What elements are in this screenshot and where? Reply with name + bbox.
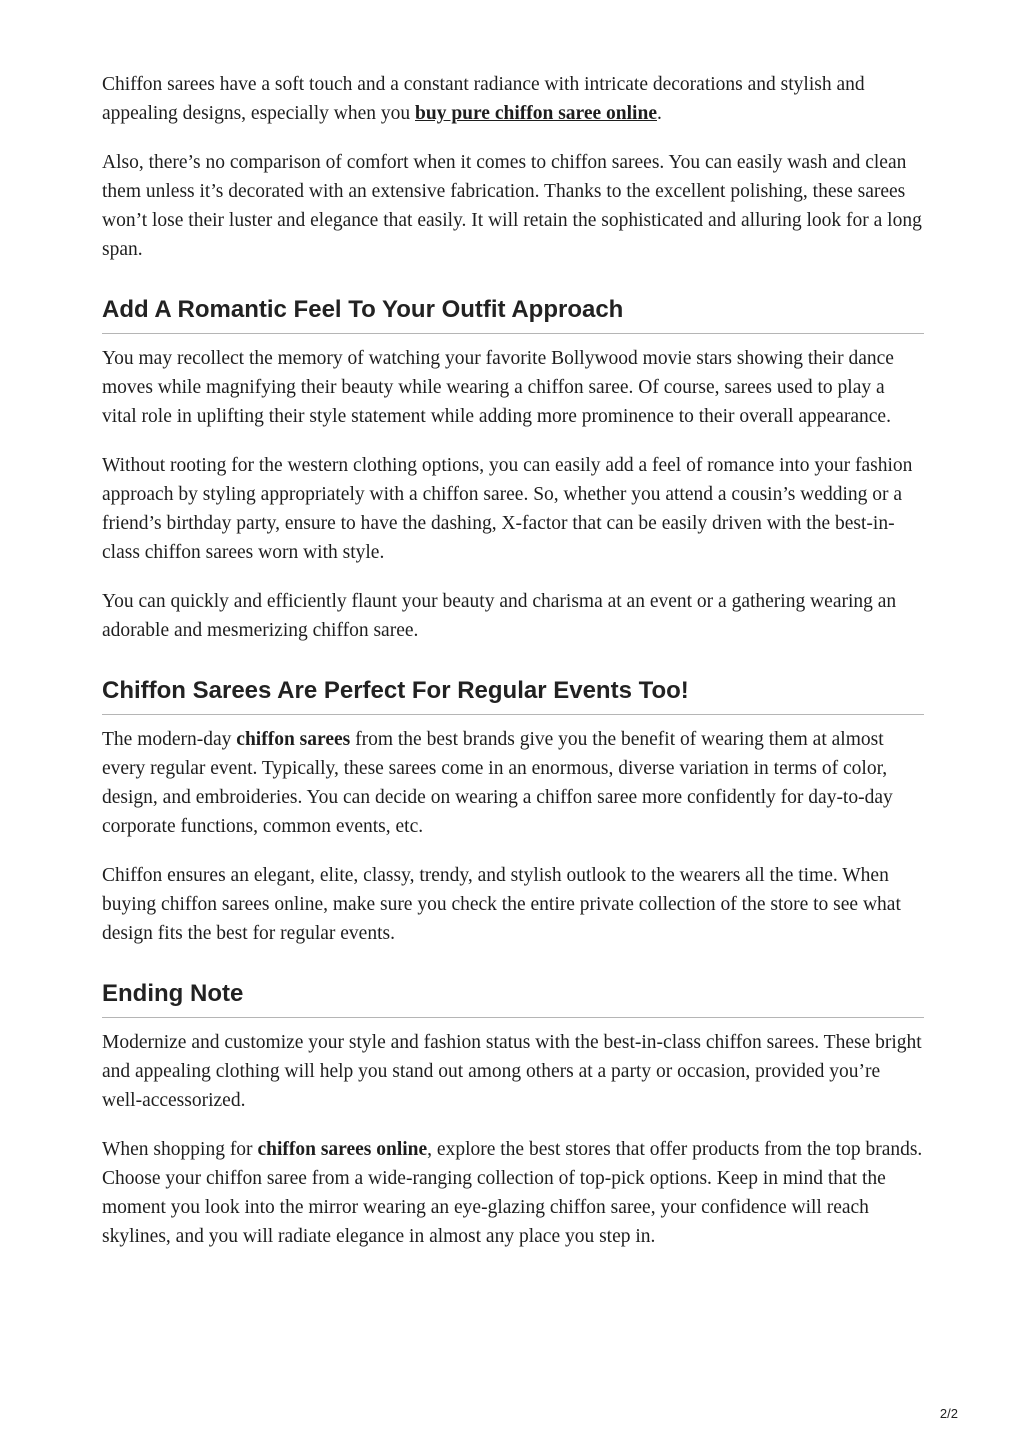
page-number: 2/2 <box>939 1406 958 1421</box>
regular-text-start: The modern-day <box>102 729 237 750</box>
regular-paragraph-2: Chiffon ensures an elegant, elite, classy, trendy, and stylish outlook to the wearers all the time. When buying chiffon sarees online, make sure you check the entire private collection of the store to see what design fits the best for regular events. <box>102 865 901 944</box>
heading-romantic-feel: Add A Romantic Feel To Your Outfit Approach <box>102 295 924 334</box>
romantic-paragraph-1: You may recollect the memory of watching your favorite Bollywood movie stars showing their dance moves while magnifying their beauty while wearing a chiffon saree. Of course, sarees used to play a vital role in uplifting their style statement while adding more prominence to their overall appearance. <box>102 348 894 427</box>
romantic-paragraph-3: You can quickly and efficiently flaunt your beauty and charisma at an event or a gathering wearing an adorable and mesmerizing chiffon saree. <box>102 591 897 641</box>
chiffon-sarees-bold: chiffon sarees <box>236 729 351 750</box>
regular-paragraph-1 <box>102 725 924 841</box>
intro-text: Chiffon sarees have a soft touch and a constant radiance with intricate decorations and stylish and appealing designs, especially when you <box>102 74 865 124</box>
ending-text-start: When shopping for <box>102 1139 258 1160</box>
intro-paragraph-2: Also, there’s no comparison of comfort when it comes to chiffon sarees. You can easily wash and clean them unless it’s decorated with an extensive fabrication. Thanks to the excellent polishing, these sarees won’t lose their luster and elegance that easily. It will retain the sophisticated and alluring look for a long span. <box>102 152 922 260</box>
ending-text-rest: , explore the best stores that offer products from the top brands. Choose your chiffon saree from a wide-ranging collection of top-pick options. Keep in mind that the moment you look into the mirror wearing an eye-glazing chiffon saree, your confidence will reach skylines, and you will radiate elegance in almost any place you step in. <box>102 1139 923 1247</box>
article-body <box>102 70 924 1271</box>
intro-paragraph-1 <box>102 70 924 128</box>
romantic-paragraph-2: Without rooting for the western clothing options, you can easily add a feel of romance into your fashion approach by styling appropriately with a chiffon saree. So, whether you attend a cousin’s wedding or a friend’s birthday party, ensure to have the dashing, X-factor that can be easily driven with the best-in-class chiffon sarees worn with style. <box>102 455 913 563</box>
heading-regular-events: Chiffon Sarees Are Perfect For Regular Events Too! <box>102 676 924 715</box>
buy-chiffon-saree-link[interactable]: buy pure chiffon saree online <box>415 103 657 124</box>
heading-ending-note: Ending Note <box>102 979 924 1018</box>
intro-period: . <box>656 103 662 124</box>
ending-paragraph-1: Modernize and customize your style and fashion status with the best-in-class chiffon sarees. These bright and appealing clothing will help you stand out among others at a party or occasion, provided you’re well-accessorized. <box>102 1032 922 1111</box>
regular-text-rest: from the best brands give you the benefit of wearing them at almost every regular event. Typically, these sarees come in an enormous, diverse variation in terms of color, design, and embroideries. You can decide on wearing a chiffon saree more confidently for day-to-day corporate functions, common events, etc. <box>102 729 893 837</box>
chiffon-sarees-online-bold: chiffon sarees online <box>257 1139 428 1160</box>
ending-paragraph-2 <box>102 1135 924 1251</box>
